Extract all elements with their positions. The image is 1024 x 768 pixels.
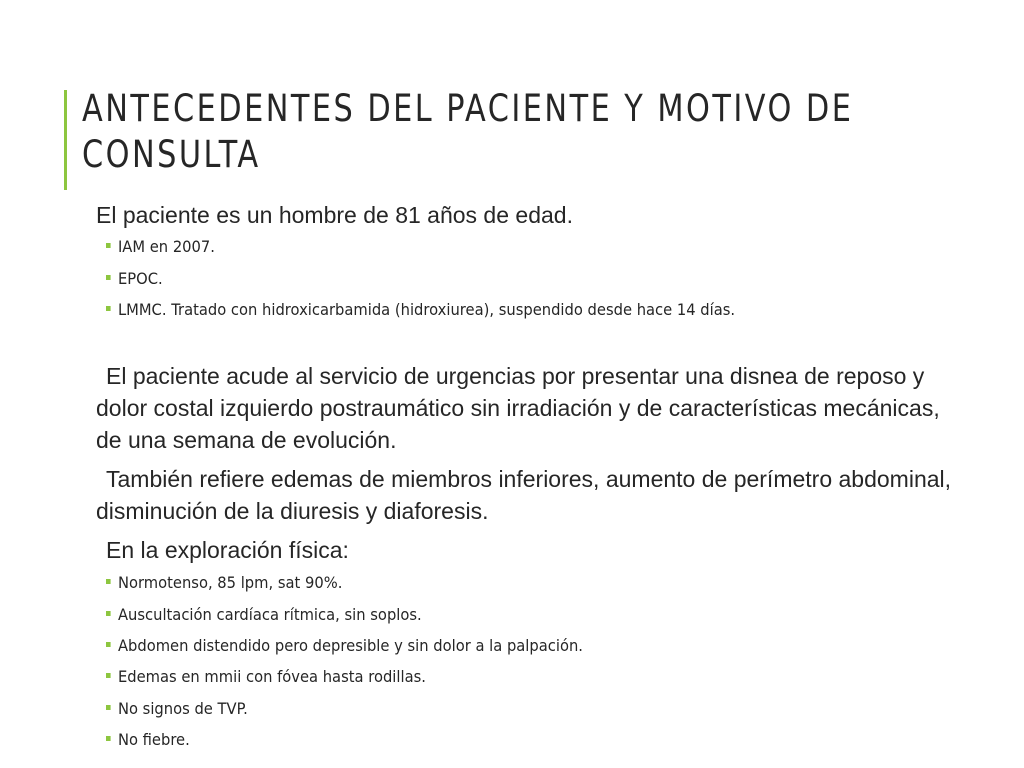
consult-paragraph-2: También refiere edemas de miembros inferiores, aumento de perímetro abdominal, disminución de la diuresis y diaforesis. [96, 466, 952, 524]
exam-item-text: Auscultación cardíaca rítmica, sin soplos. [117, 605, 422, 624]
exam-item-text: No signos de TVP. [117, 699, 248, 718]
history-item-text: EPOC. [117, 269, 163, 288]
history-item [106, 236, 215, 258]
bullet-square-icon [106, 275, 111, 280]
exam-item [106, 729, 190, 751]
history-item [106, 268, 163, 290]
exam-item [106, 635, 583, 657]
history-item-text: IAM en 2007. [117, 237, 215, 256]
history-item [106, 299, 735, 321]
exam-intro: En la exploración física: [106, 537, 349, 563]
exam-item-text: Abdomen distendido pero depresible y sin dolor a la palpación. [117, 636, 583, 655]
exam-item [106, 604, 422, 626]
consult-paragraph-1: El paciente acude al servicio de urgencias por presentar una disnea de reposo y dolor costal izquierdo postraumático sin irradiación y de características mecánicas, de una semana de evolución. [96, 363, 940, 453]
history-intro: El paciente es un hombre de 81 años de edad. [96, 202, 573, 228]
slide-title-line-2: CONSULTA [82, 133, 261, 176]
exam-item-text: Edemas en mmii con fóvea hasta rodillas. [117, 667, 426, 686]
bullet-square-icon [106, 243, 111, 248]
bullet-square-icon [106, 705, 111, 710]
exam-item-text: Normotenso, 85 lpm, sat 90%. [117, 573, 343, 592]
exam-item-text: No fiebre. [117, 730, 190, 749]
exam-item [106, 666, 426, 688]
exam-item [106, 698, 248, 720]
slide-title-line-1: ANTECEDENTES DEL PACIENTE Y MOTIVO DE [82, 87, 854, 130]
exam-item [106, 572, 342, 594]
bullet-square-icon [106, 306, 111, 311]
bullet-square-icon [106, 673, 111, 678]
bullet-square-icon [106, 611, 111, 616]
bullet-square-icon [106, 579, 111, 584]
bullet-square-icon [106, 642, 111, 647]
bullet-square-icon [106, 736, 111, 741]
history-item-text: LMMC. Tratado con hidroxicarbamida (hidroxiurea), suspendido desde hace 14 días. [117, 300, 736, 319]
